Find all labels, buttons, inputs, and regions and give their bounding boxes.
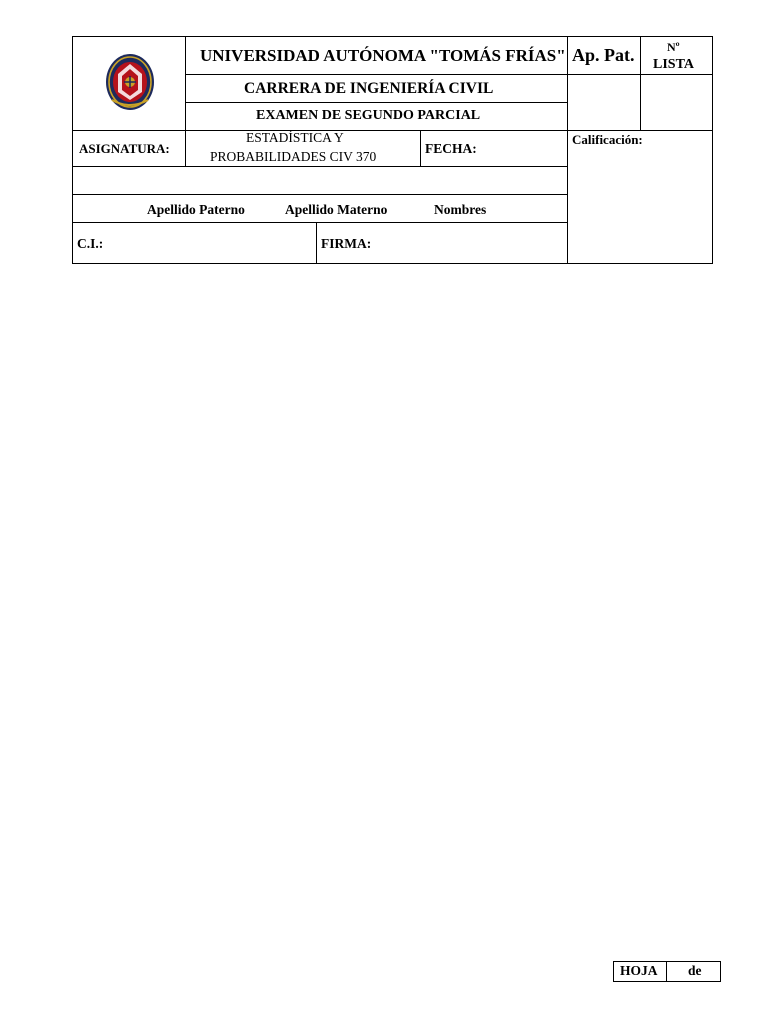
right-column-divider [567,37,568,264]
name-input-row-bottom [72,194,568,195]
sheet-label: HOJA [620,963,658,978]
date-divider [420,131,421,167]
appat-row-divider [567,74,713,75]
paternal-surname-label: Apellido Paterno [147,202,245,217]
signature-divider [316,222,317,264]
subject-row-top [72,130,713,131]
subject-label: ASIGNATURA: [79,141,170,156]
list-column-divider [640,37,641,131]
date-label: FECHA: [425,141,477,156]
sheet-counter-box [613,961,721,982]
sheet-counter-divider [666,962,667,981]
maternal-surname-label: Apellido Materno [285,202,388,217]
sheet-of-label: de [688,963,702,978]
subject-value-line2: PROBABILIDADES CIV 370 [210,149,377,164]
subject-value-line1: ESTADÍSTICA Y [246,130,344,145]
grade-label: Calificación: [572,132,643,147]
student-name-field[interactable] [73,167,567,194]
ap-pat-label: Ap. Pat. [572,45,635,65]
career-row-divider [185,102,568,103]
signature-label: FIRMA: [321,236,372,251]
given-names-label: Nombres [434,202,487,217]
title-row-divider [185,74,568,75]
list-number-label-line1: Nº [667,40,680,54]
name-labels-row-bottom [72,222,568,223]
list-number-label-line2: LISTA [653,57,694,72]
university-seal-icon [104,52,156,112]
career-title: CARRERA DE INGENIERÍA CIVIL [244,80,494,97]
university-name: UNIVERSIDAD AUTÓNOMA "TOMÁS FRÍAS" [200,46,566,65]
ci-label: C.I.: [77,236,104,251]
exam-title: EXAMEN DE SEGUNDO PARCIAL [256,108,481,123]
